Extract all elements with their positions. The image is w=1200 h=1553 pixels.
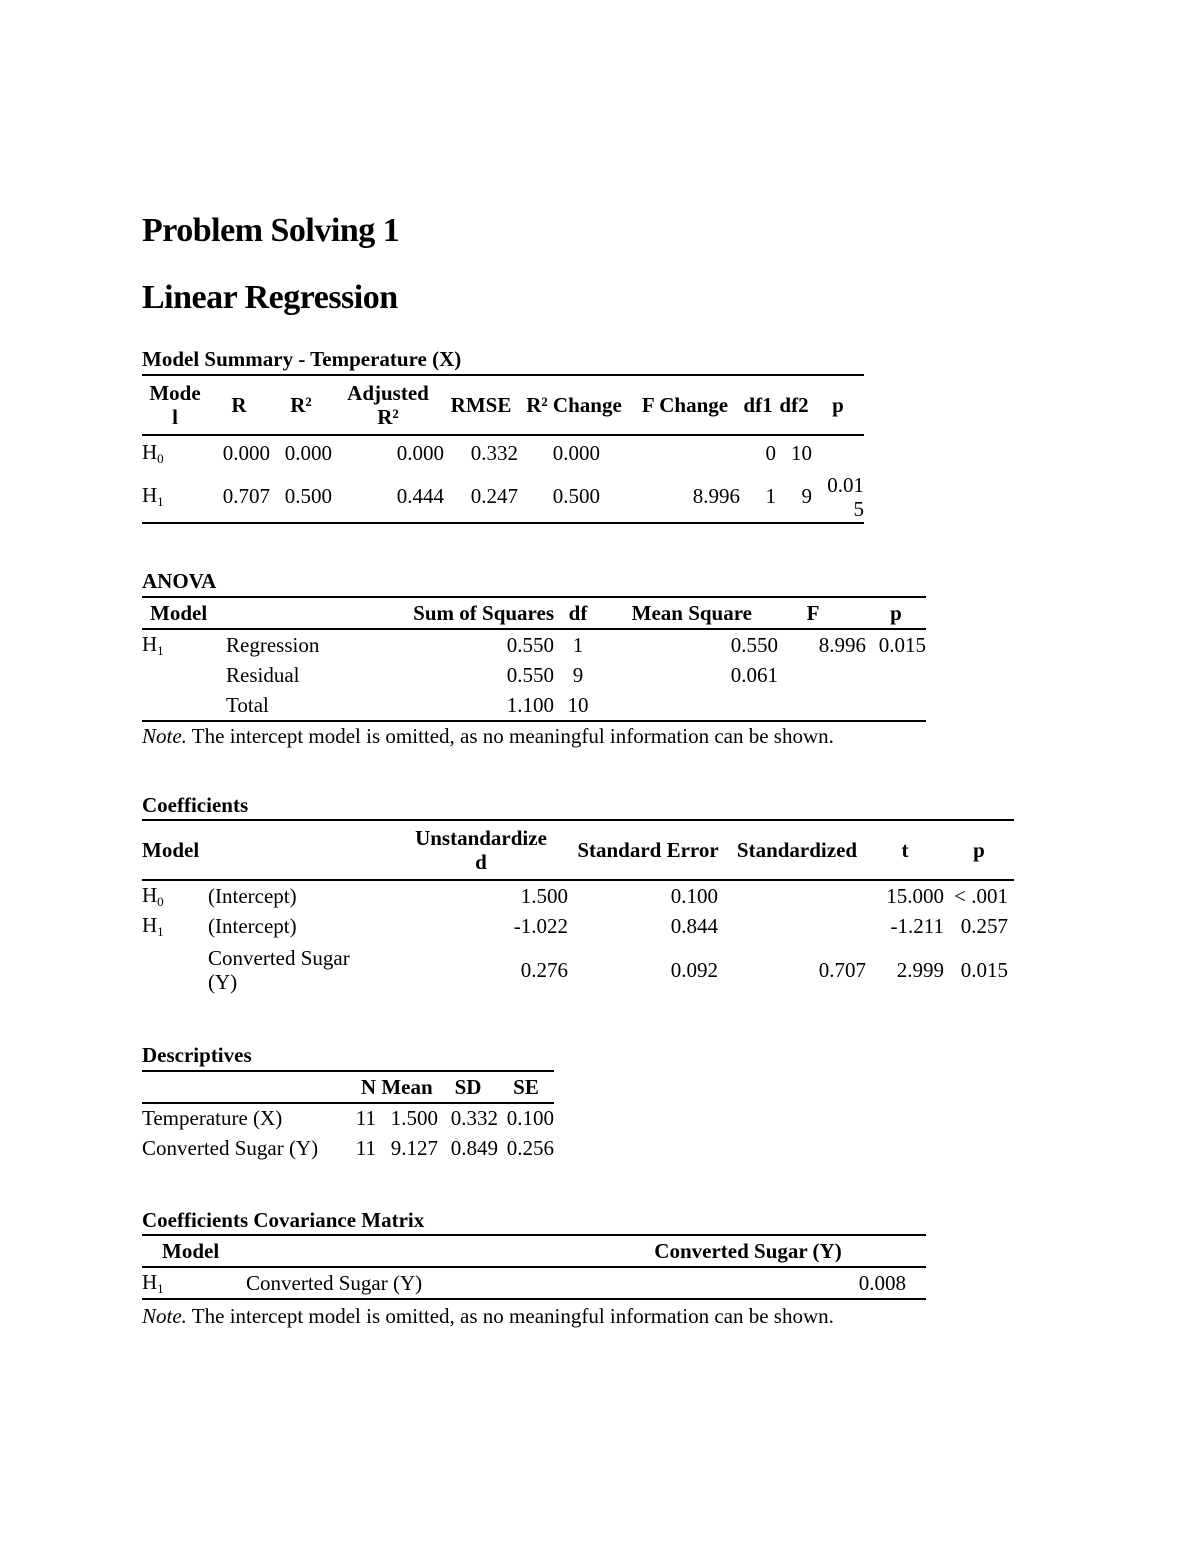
- model-cell: [142, 660, 226, 691]
- col-header-n: N: [360, 1074, 376, 1099]
- col-header-t: t: [901, 837, 909, 862]
- ms-cell: 0.550: [730, 632, 778, 657]
- table-row: [142, 435, 864, 471]
- anova-caption: ANOVA: [142, 569, 217, 593]
- p-cell: [812, 435, 864, 471]
- p-cell: < .001: [954, 883, 1008, 908]
- ss-cell: 1.100: [506, 693, 554, 717]
- col-header-standard-error: Standard Error: [577, 837, 719, 862]
- ms-cell: [602, 691, 780, 721]
- col-header-model: Mode l: [149, 381, 201, 429]
- col-header-unstandardized: Unstandardize d: [415, 826, 547, 874]
- table-row: [142, 660, 926, 691]
- p-cell: 0.257: [960, 913, 1008, 938]
- table-row: [142, 1133, 554, 1163]
- f-cell: [780, 660, 866, 691]
- col-header-rmse: RMSE: [450, 392, 512, 417]
- col-header-standardized: Standardized: [736, 837, 858, 862]
- model-summary-header-row: [142, 375, 864, 435]
- table-row: [142, 941, 1014, 999]
- col-header-source: [226, 597, 386, 629]
- col-header-p: p: [890, 600, 902, 625]
- term-cell: Converted Sugar (Y): [246, 1270, 423, 1295]
- df1-cell: 0: [765, 441, 776, 465]
- col-header-sd: SD: [454, 1074, 482, 1099]
- descriptives-table: [142, 1070, 554, 1163]
- p-cell: [866, 660, 926, 691]
- f-cell: 8.996: [818, 632, 866, 657]
- col-header-p: p: [973, 837, 985, 862]
- note-text: The intercept model is omitted, as no meaningful information can be shown.: [186, 724, 834, 748]
- value-cell: 0.008: [858, 1270, 906, 1295]
- table-row: [142, 691, 926, 721]
- col-header-converted-sugar: Converted Sugar (Y): [654, 1238, 842, 1263]
- r2-change-cell: 0.500: [552, 484, 600, 508]
- coefficients-header-row: [142, 820, 1014, 880]
- cov-matrix-header-row: [142, 1235, 926, 1267]
- adj-r2-cell: 0.444: [396, 484, 444, 508]
- p-cell: 0.015: [960, 957, 1008, 982]
- r2-change-cell: 0.000: [552, 441, 600, 465]
- coefficients-table: [142, 819, 1014, 999]
- table-row: [142, 1267, 926, 1299]
- t-cell: 15.000: [886, 883, 944, 908]
- col-header-df1: df1: [743, 392, 773, 417]
- variable-cell: Converted Sugar (Y): [142, 1135, 319, 1160]
- df2-cell: 10: [791, 441, 812, 465]
- ss-cell: 0.550: [506, 632, 554, 657]
- model-cell: $H_1$: [142, 1269, 164, 1296]
- col-header-p: p: [832, 392, 844, 417]
- rmse-cell: 0.332: [470, 441, 518, 465]
- col-header-se: SE: [513, 1074, 539, 1099]
- se-cell: 0.100: [506, 1106, 554, 1130]
- col-header-df: df: [568, 600, 588, 625]
- df2-cell: 9: [801, 484, 812, 508]
- n-cell: 11: [355, 1135, 376, 1160]
- coefficients-caption: Coefficients: [142, 793, 249, 817]
- table-row: [142, 880, 1014, 911]
- col-header-variable: [142, 1071, 346, 1103]
- term-cell: (Intercept): [208, 913, 297, 938]
- model-summary-table: [142, 374, 864, 524]
- col-header-model: Model: [150, 600, 208, 625]
- mean-cell: 9.127: [390, 1135, 438, 1160]
- model-cell: $H_1$: [142, 631, 164, 658]
- ss-cell: 0.550: [506, 663, 554, 687]
- model-cell: [142, 941, 208, 999]
- standardized-cell: 0.707: [818, 957, 866, 982]
- model-cell: $H_0$: [142, 440, 164, 466]
- df-cell: 1: [572, 632, 584, 657]
- variable-cell: Temperature (X): [142, 1106, 283, 1130]
- anova-table: [142, 596, 926, 722]
- col-header-term: [246, 1235, 606, 1267]
- ms-cell: 0.061: [730, 663, 778, 687]
- model-cell: $H_0$: [142, 882, 164, 909]
- term-cell: Converted Sugar (Y): [208, 946, 350, 994]
- f-cell: [780, 691, 866, 721]
- f-change-cell: [630, 435, 740, 471]
- n-cell: 11: [355, 1106, 376, 1130]
- rmse-cell: 0.247: [470, 484, 518, 508]
- table-row: [142, 1103, 554, 1133]
- note-text: The intercept model is omitted, as no meaningful information can be shown.: [186, 1304, 834, 1328]
- df-cell: 9: [572, 663, 584, 687]
- note-label: Note.: [142, 724, 187, 748]
- source-cell: Residual: [226, 663, 300, 687]
- model-cell: $H_1$: [142, 483, 164, 509]
- p-cell: 0.015: [878, 632, 926, 657]
- col-header-r2-change: R² Change: [526, 392, 622, 417]
- sd-cell: 0.332: [450, 1106, 498, 1130]
- r2-cell: 0.500: [284, 484, 332, 508]
- source-cell: Total: [226, 693, 269, 717]
- unstandardized-cell: 0.276: [520, 957, 568, 982]
- df-cell: 10: [567, 693, 589, 717]
- model-cell: $H_1$: [142, 912, 164, 939]
- col-header-model: Model: [142, 837, 200, 862]
- model-summary-caption: Model Summary - Temperature (X): [142, 347, 462, 371]
- standardized-cell: [728, 880, 866, 911]
- descriptives-header-row: [142, 1071, 554, 1103]
- col-header-r2: R²: [290, 392, 312, 417]
- note-label: Note.: [142, 1304, 187, 1328]
- page-title: Problem Solving 1: [142, 212, 400, 249]
- cov-matrix-caption: Coefficients Covariance Matrix: [142, 1208, 425, 1232]
- unstandardized-cell: 1.500: [520, 883, 568, 908]
- col-header-model: Model: [162, 1238, 220, 1263]
- model-cell: [142, 691, 226, 721]
- t-cell: -1.211: [890, 913, 944, 938]
- standard-error-cell: 0.100: [670, 883, 718, 908]
- table-row: [142, 471, 864, 523]
- standard-error-cell: 0.092: [670, 957, 718, 982]
- mean-cell: 1.500: [390, 1106, 438, 1130]
- t-cell: 2.999: [896, 957, 944, 982]
- col-header-df2: df2: [779, 392, 809, 417]
- col-header-sum-of-squares: Sum of Squares: [413, 600, 554, 625]
- r-cell: 0.707: [222, 484, 270, 508]
- col-header-mean-square: Mean Square: [631, 600, 752, 625]
- adj-r2-cell: 0.000: [396, 441, 444, 465]
- table-row: [142, 911, 1014, 941]
- descriptives-caption: Descriptives: [142, 1043, 252, 1067]
- section-title-linear-regression: Linear Regression: [142, 279, 398, 316]
- col-header-f-change: F Change: [641, 392, 729, 417]
- se-cell: 0.256: [506, 1135, 554, 1160]
- source-cell: Regression: [226, 632, 320, 657]
- f-change-cell: 8.996: [692, 484, 740, 508]
- p-cell: 0.01 5: [827, 472, 864, 521]
- col-header-mean: Mean: [381, 1074, 433, 1099]
- unstandardized-cell: -1.022: [513, 913, 568, 938]
- anova-header-row: [142, 597, 926, 629]
- p-cell: [866, 691, 926, 721]
- table-row: [142, 629, 926, 660]
- standard-error-cell: 0.844: [670, 913, 718, 938]
- r-cell: 0.000: [222, 441, 270, 465]
- col-header-r: R: [231, 392, 247, 417]
- standardized-cell: [728, 911, 866, 941]
- term-cell: (Intercept): [208, 883, 297, 908]
- col-header-adjusted-r2: Adjusted R²: [347, 381, 429, 429]
- anova-note: [142, 724, 834, 749]
- cov-matrix-note: [142, 1304, 834, 1329]
- col-header-f: F: [806, 600, 820, 625]
- col-header-term: [208, 820, 380, 880]
- r2-cell: 0.000: [284, 441, 332, 465]
- cov-matrix-table: [142, 1234, 926, 1300]
- sd-cell: 0.849: [450, 1135, 498, 1160]
- df1-cell: 1: [765, 484, 776, 508]
